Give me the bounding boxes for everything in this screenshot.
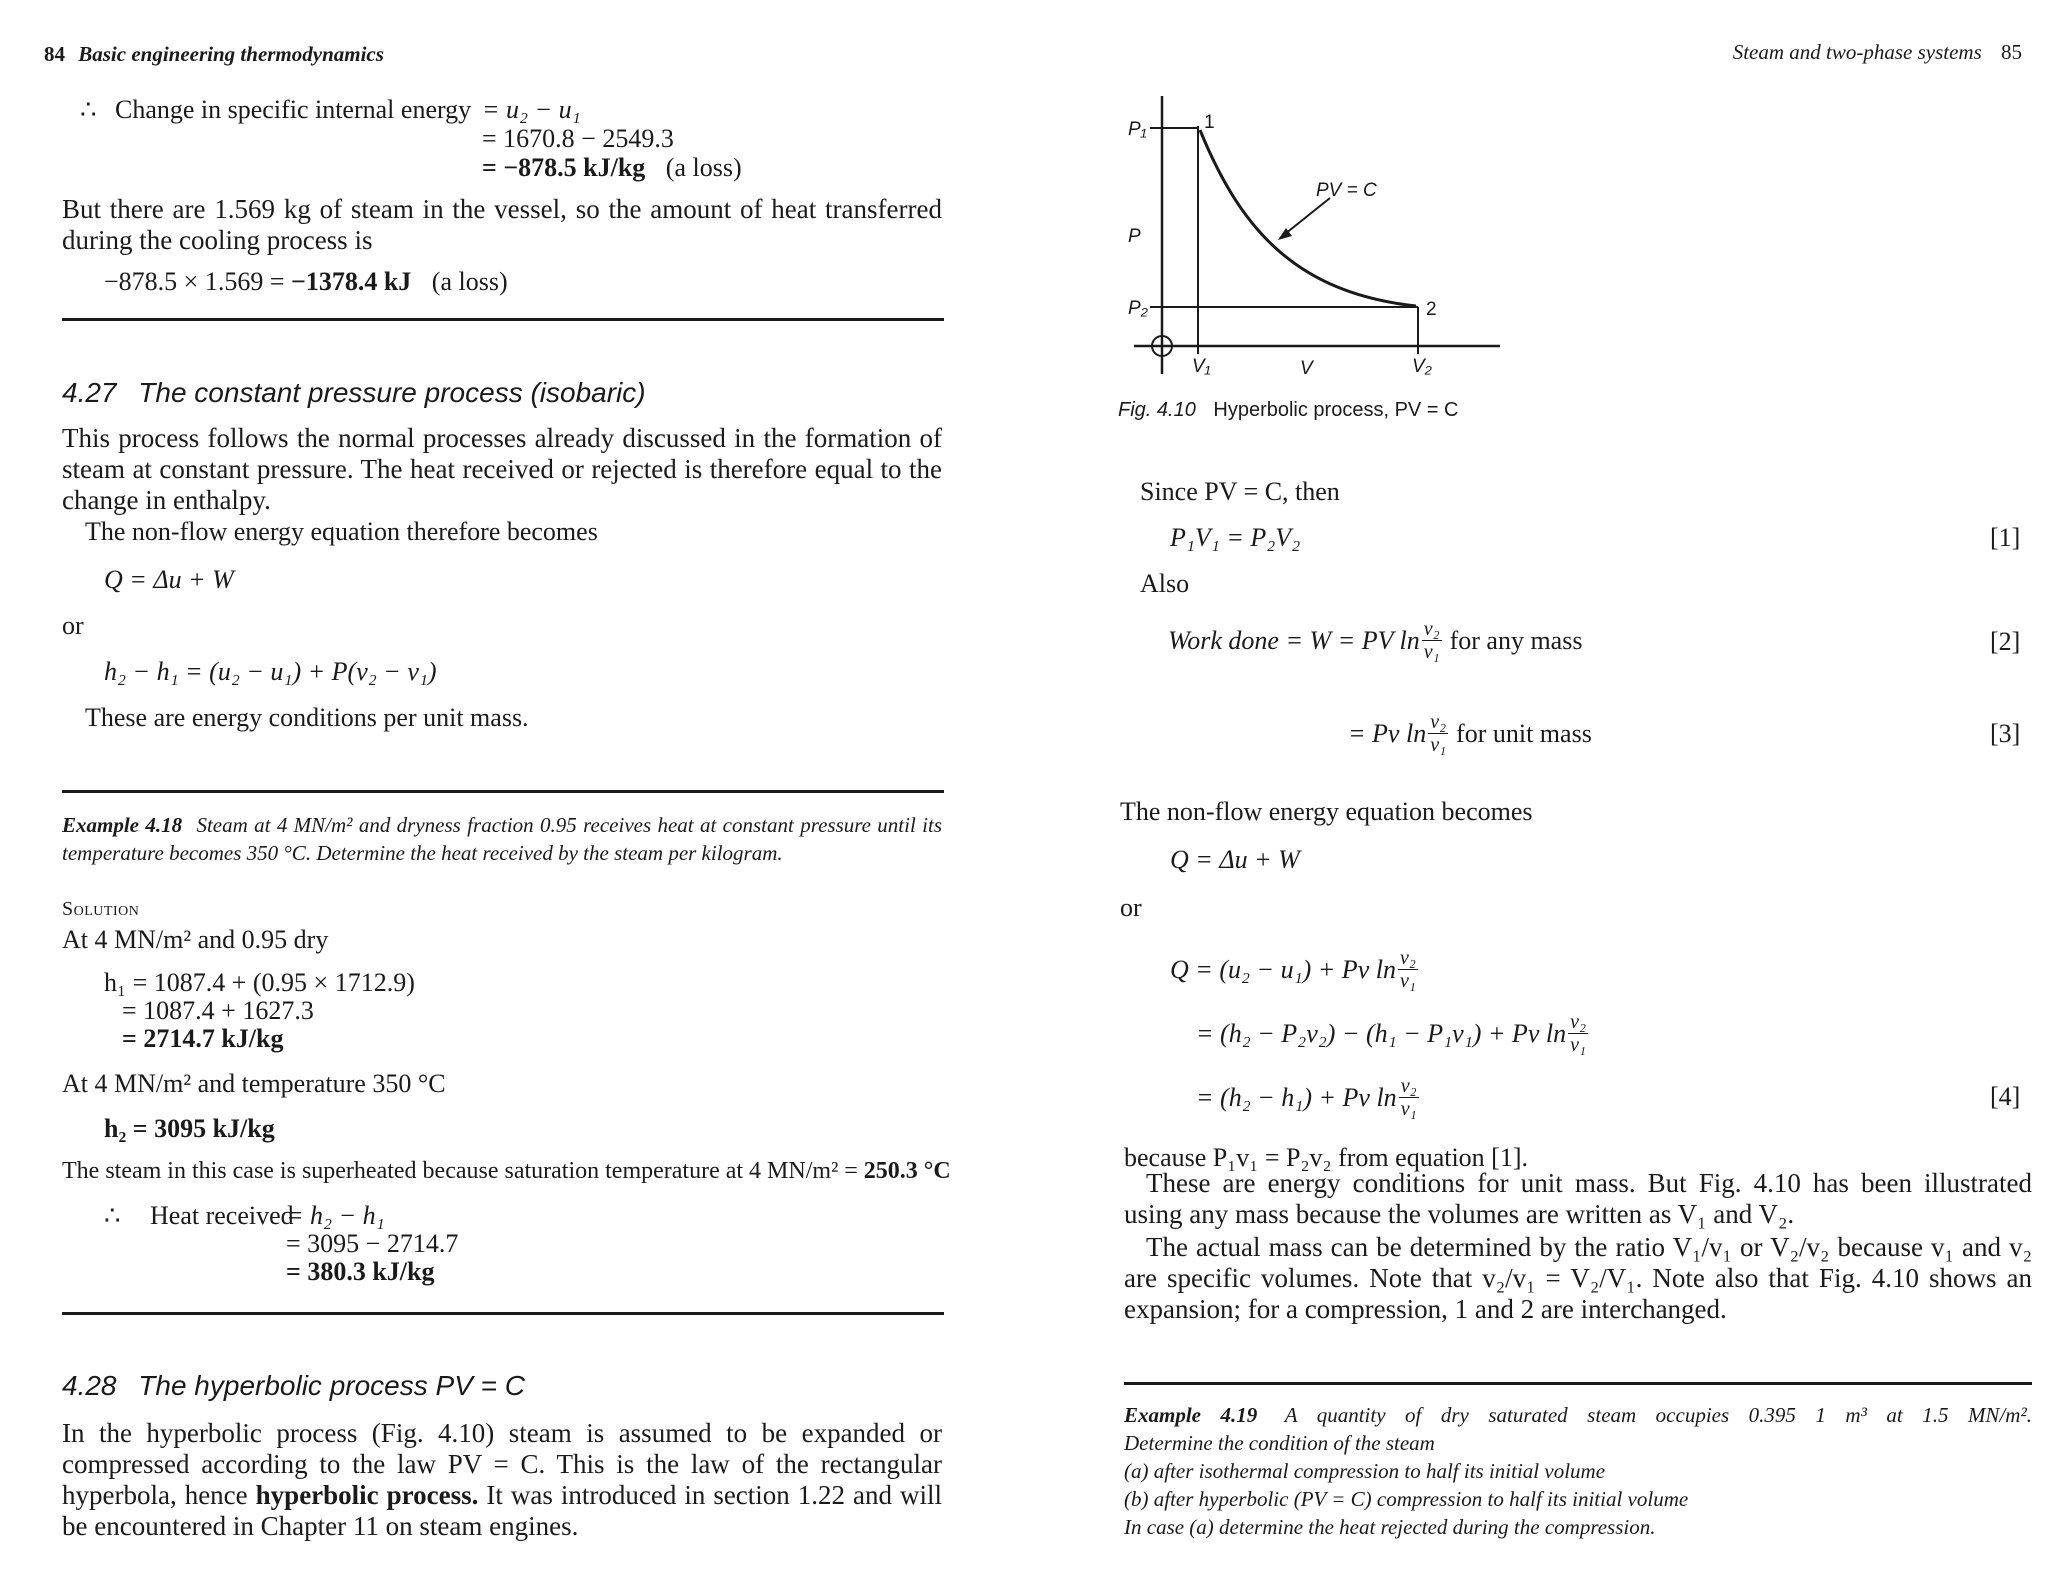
internal-energy-label: Change in specific internal energy	[115, 95, 472, 124]
page-number: 84	[44, 42, 65, 66]
example-end-rule	[62, 318, 944, 321]
paragraph-nonflow-right: The non-flow energy equation becomes	[1120, 797, 1533, 826]
heat-calc-line	[104, 266, 508, 297]
example-start-rule	[62, 790, 944, 793]
equation-2	[1168, 615, 1582, 665]
h1-line-3: = 2714.7 kJ/kg	[122, 1024, 284, 1053]
solution-at-line-2: At 4 MN/m² and temperature 350 °C	[62, 1069, 446, 1098]
solution-heading: Solution	[62, 898, 140, 920]
paragraph-hyperbolic	[62, 1418, 942, 1542]
page-number: 85	[2001, 40, 2022, 64]
caption-number: Fig. 4.10	[1118, 399, 1196, 421]
h1-line-2: = 1087.4 + 1627.3	[122, 996, 314, 1025]
caption-text: Hyperbolic process, PV = C	[1213, 399, 1459, 421]
example-line-1-text: A quantity of dry saturated steam occupies 0.395 1 m³ at 1.5 MN/m².	[1284, 1403, 2032, 1427]
paragraph-constant-pressure: This process follows the normal processes already discussed in the formation of steam at constant pressure. The heat received or rejected is therefore equal to the change in enthalpy.	[62, 423, 942, 515]
example-4-18	[62, 811, 942, 867]
eq4c-numerator: v₂	[1400, 1074, 1417, 1097]
internal-energy-result	[482, 152, 742, 183]
equation-4b	[1196, 1008, 1590, 1058]
equation-3	[1348, 708, 1592, 758]
superheat-line	[62, 1156, 951, 1187]
eq4b-prefix: = (h₂ − P₂v₂) − (h₁ − P₁v₁) + Pv ln	[1196, 1018, 1567, 1048]
equation-3-tag: [3]	[1990, 719, 2021, 748]
equation-4c	[1196, 1072, 1421, 1122]
eq4a-numerator: v₂	[1399, 946, 1416, 969]
eq4b-denominator: v₁	[1570, 1033, 1586, 1056]
paragraph-actual-mass: The actual mass can be determined by the ratio V₁/v₁ or V₂/v₂ because v₁ and v₂ are specific volumes. Note that v₂/v₁ = V₂/V₁. Note also that Fig. 4.10 shows an expansion; for a compression, 1 and 2 are interchanged.	[1124, 1232, 2032, 1324]
h1-line-1: h₁ = 1087.4 + (0.95 × 1712.9)	[104, 968, 415, 997]
eq4c-fraction	[1399, 1075, 1419, 1120]
equation-1: P₁V₁ = P₂V₂	[1170, 523, 1301, 552]
section-number: 4.28	[62, 1370, 117, 1401]
paragraph-heat-transferred: But there are 1.569 kg of steam in the vessel, so the amount of heat transferred during the cooling process is	[62, 194, 942, 255]
eq4a-prefix: Q = (u₂ − u₁) + Pv ln	[1170, 954, 1396, 984]
internal-energy-subst: = 1670.8 − 2549.3	[482, 124, 674, 153]
para-bold-term: hyperbolic process.	[255, 1480, 479, 1510]
example-4-19	[1124, 1401, 2032, 1541]
example-start-rule-right	[1124, 1382, 2032, 1385]
para-part-2: It was introduced in section 1.22 and will be encountered in Chapter 11 on steam engines.	[62, 1480, 943, 1541]
left-page	[0, 0, 1000, 1576]
equation-q-right: Q = Δu + W	[1170, 845, 1300, 874]
label-point-1: 1	[1204, 112, 1215, 133]
example-line-3: (a) after isothermal compression to half its initial volume	[1124, 1459, 1606, 1483]
equation-4-tag: [4]	[1990, 1082, 2021, 1111]
right-page	[1024, 0, 2048, 1576]
eq4b-fraction	[1568, 1011, 1588, 1056]
heat-calc-value: −1378.4 kJ	[291, 267, 412, 296]
heat-calc-note: (a loss)	[431, 267, 508, 296]
section-number: 4.27	[62, 377, 117, 408]
paragraph-nonflow: The non-flow energy equation therefore becomes	[85, 517, 598, 546]
eq4c-prefix: = (h₂ − h₁) + Pv ln	[1196, 1082, 1397, 1112]
result-value: = −878.5 kJ/kg	[482, 153, 646, 182]
heat-calc-expr: −878.5 × 1.569 =	[104, 267, 285, 296]
example-line-5: In case (a) determine the heat rejected during the compression.	[1124, 1515, 1656, 1539]
eq2-prefix: Work done = W = PV ln	[1168, 625, 1420, 655]
figure-caption	[1118, 399, 1459, 422]
or-text: or	[62, 611, 84, 640]
label-p: P	[1128, 226, 1141, 247]
section-title: The constant pressure process (isobaric)	[138, 377, 646, 408]
heat-received-line-3: = 380.3 kJ/kg	[286, 1257, 435, 1286]
h2-line: h₂ = 3095 kJ/kg	[104, 1114, 275, 1143]
heat-received-line-2: = 3095 − 2714.7	[286, 1229, 459, 1258]
section-heading-4-27	[62, 377, 646, 409]
label-p2: P₂	[1128, 298, 1148, 319]
label-v2: V₂	[1412, 356, 1432, 377]
heat-received-label: Heat received	[150, 1201, 294, 1230]
eq4a-denominator: v₁	[1399, 969, 1416, 992]
hyperbola-curve	[1200, 130, 1416, 306]
para-part-1: In the hyperbolic process (Fig. 4.10) steam is assumed to be expanded or compressed according to the law PV = C. This is the law of the rectangular hyperbola, hence	[62, 1418, 942, 1510]
label-pv-c: PV = C	[1316, 180, 1377, 201]
equation-2-tag: [2]	[1990, 627, 2021, 656]
paragraph-because: because P₁v₁ = P₂v₂ from equation [1].	[1124, 1143, 1529, 1172]
eq2-denominator: v₁	[1423, 640, 1440, 663]
eq2-fraction	[1422, 618, 1442, 663]
equation-q: Q = Δu + W	[104, 565, 234, 594]
section-title: The hyperbolic process PV = C	[138, 1370, 526, 1401]
eq3-prefix: = Pv ln	[1348, 718, 1427, 748]
eq2-numerator: v₂	[1423, 617, 1440, 640]
label-p1: P₁	[1128, 119, 1147, 140]
heat-received-line-1: = h₂ − h₁	[286, 1201, 385, 1230]
internal-energy-expr: = u₂ − u₁	[482, 95, 581, 124]
running-header-right	[1733, 40, 2022, 64]
superheat-value: 250.3 °C	[863, 1158, 951, 1184]
example-label: Example 4.18	[62, 813, 183, 837]
equation-1-tag: [1]	[1990, 523, 2021, 552]
eq2-suffix: for any mass	[1449, 625, 1583, 655]
example-line-2: Determine the condition of the steam	[1124, 1431, 1435, 1455]
running-title: Steam and two-phase systems	[1732, 40, 1982, 64]
eq3-fraction	[1428, 711, 1448, 756]
eq4b-numerator: v₂	[1570, 1010, 1586, 1033]
therefore-symbol-2: ∴	[104, 1201, 121, 1230]
running-title: Basic engineering thermodynamics	[78, 42, 384, 66]
equation-4a	[1170, 944, 1420, 994]
example-end-rule-2	[62, 1312, 944, 1315]
paragraph-unit-mass: These are energy conditions per unit mass.	[85, 703, 529, 732]
paragraph-unit-mass-right: These are energy conditions for unit mass. But Fig. 4.10 has been illustrated using any mass because the volumes are written as V₁ and V₂.	[1124, 1168, 2032, 1229]
example-line-1	[1124, 1401, 2032, 1429]
label-v: V	[1300, 358, 1313, 379]
example-label: Example 4.19	[1124, 1403, 1258, 1427]
equation-enthalpy: h₂ − h₁ = (u₂ − u₁) + P(v₂ − v₁)	[104, 657, 437, 686]
eq4a-fraction	[1398, 947, 1418, 992]
section-heading-4-28	[62, 1370, 525, 1402]
therefore-symbol: ∴	[80, 95, 97, 124]
eq3-denominator: v₁	[1430, 733, 1447, 756]
since-line: Since PV = C, then	[1140, 477, 1340, 506]
eq3-numerator: v₂	[1430, 710, 1447, 733]
example-line-4: (b) after hyperbolic (PV = C) compression to half its initial volume	[1124, 1487, 1689, 1511]
label-v1: V₁	[1192, 356, 1211, 377]
superheat-text: The steam in this case is superheated because saturation temperature at 4 MN/m² =	[62, 1158, 858, 1184]
also-text: Also	[1140, 569, 1190, 598]
example-text: Steam at 4 MN/m² and dryness fraction 0.95 receives heat at constant pressure until its temperature becomes 350 °C. Determine the heat received by the steam per kilogram.	[62, 813, 943, 865]
result-note: (a loss)	[665, 153, 742, 182]
solution-at-line-1: At 4 MN/m² and 0.95 dry	[62, 925, 329, 954]
running-header-left	[44, 42, 384, 66]
eq4c-denominator: v₁	[1400, 1097, 1417, 1120]
figure-pv-diagram	[1120, 88, 1540, 388]
or-text-right: or	[1120, 893, 1142, 922]
label-point-2: 2	[1426, 299, 1437, 320]
eq3-suffix: for unit mass	[1456, 718, 1592, 748]
